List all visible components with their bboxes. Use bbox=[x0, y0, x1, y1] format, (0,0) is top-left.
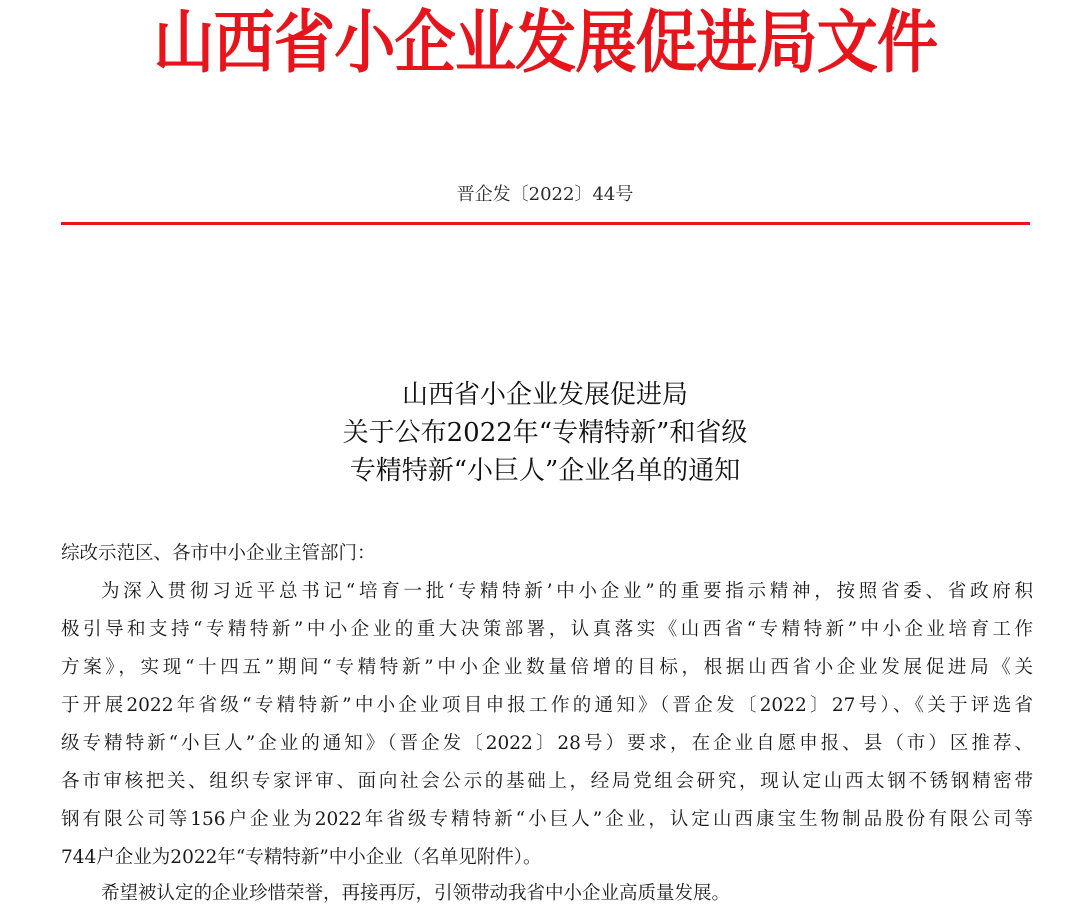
salutation: 综改示范区、各市中小企业主管部门： bbox=[61, 543, 376, 564]
body-line: 于开展2022年省级“专精特新”中小企业项目申报工作的通知》（晋企发〔2022〕27号）、《关于评选省 bbox=[61, 695, 1033, 716]
red-divider-line bbox=[61, 222, 1030, 225]
document-header-title: 山西省小企业发展促进局文件 bbox=[153, 4, 938, 83]
body-line: 级专精特新“小巨人”企业的通知》（晋企发〔2022〕28号）要求，在企业自愿申报、县（市）区推荐、 bbox=[61, 733, 1033, 754]
document-number: 晋企发〔2022〕44号 bbox=[456, 184, 634, 205]
notice-title-line-3: 专精特新“小巨人”企业名单的通知 bbox=[349, 456, 741, 486]
notice-title-line-2: 关于公布2022年“专精特新”和省级 bbox=[342, 418, 748, 448]
body-line: 各市审核把关、组织专家评审、面向社会公示的基础上，经局党组会研究，现认定山西太钢不锈钢精密带 bbox=[61, 771, 1033, 792]
notice-title-line-1: 山西省小企业发展促进局 bbox=[401, 380, 688, 410]
notice-title bbox=[0, 376, 1090, 490]
body-paragraph-1 bbox=[61, 573, 1033, 877]
body-line: 为深入贯彻习近平总书记“培育一批‘专精特新’中小企业”的重要指示精神，按照省委、省政府积 bbox=[101, 581, 1033, 602]
body-paragraph-2: 希望被认定的企业珍惜荣誉，再接再厉，引领带动我省中小企业高质量发展。 bbox=[101, 883, 731, 904]
body-line: 方案》，实现“十四五”期间“专精特新”中小企业数量倍增的目标，根据山西省小企业发展促进局《关 bbox=[61, 657, 1033, 678]
body-line: 极引导和支持“专精特新”中小企业的重大决策部署，认真落实《山西省“专精特新”中小企业培育工作 bbox=[61, 619, 1033, 640]
body-line: 钢有限公司等156户企业为2022年省级专精特新“小巨人”企业，认定山西康宝生物制品股份有限公司等 bbox=[61, 809, 1033, 830]
body-line: 744户企业为2022年“专精特新”中小企业（名单见附件）。 bbox=[61, 847, 542, 868]
